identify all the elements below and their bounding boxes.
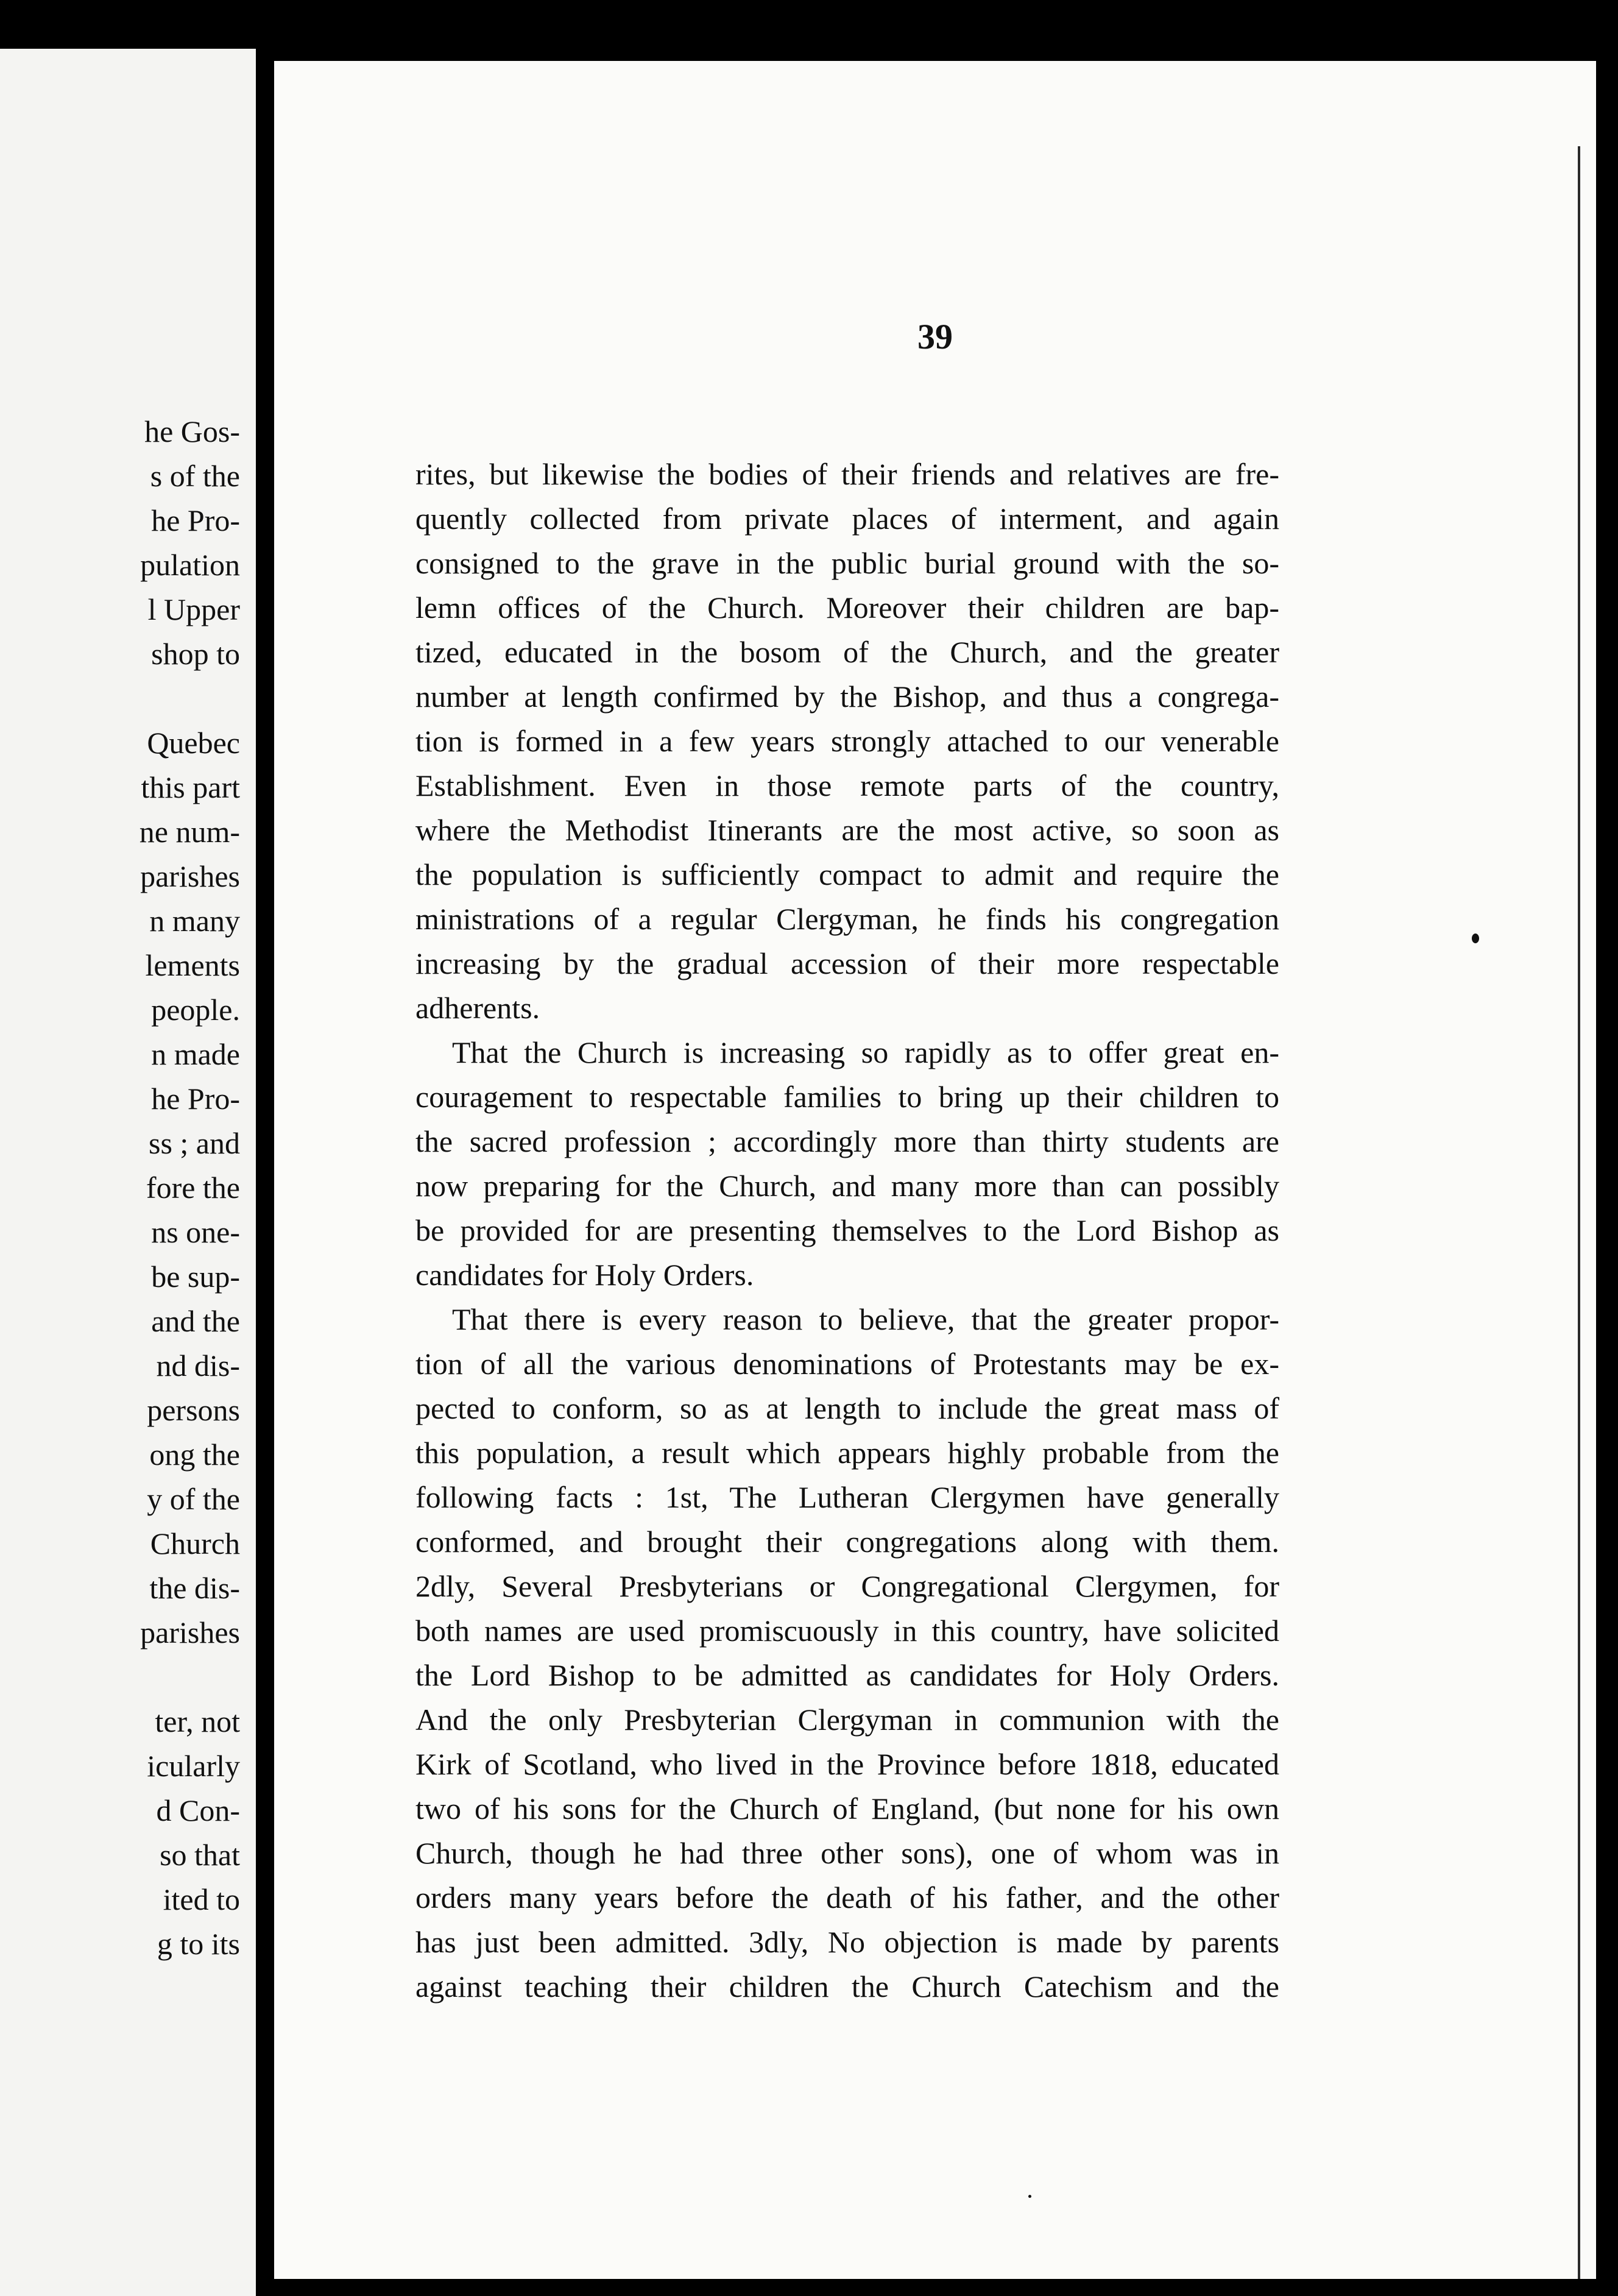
left-line: pulation: [140, 548, 240, 582]
left-line: he Pro-: [151, 1082, 240, 1116]
left-line: icularly: [147, 1749, 240, 1783]
text-line: two of his sons for the Church of England, (but none for his own: [415, 1791, 1279, 1826]
text-line: 2dly, Several Presbyterians or Congregational Clergymen, for: [415, 1569, 1279, 1603]
ink-speck: [1472, 934, 1479, 943]
text-line: orders many years before the death of his father, and the other: [415, 1880, 1279, 1915]
text-line: following facts : 1st, The Lutheran Clergymen have generally: [415, 1480, 1279, 1514]
text-line: increasing by the gradual accession of their more respectable: [415, 946, 1279, 980]
left-line: parishes: [140, 1615, 240, 1649]
left-line: ne num-: [139, 815, 240, 849]
left-line: people.: [151, 993, 240, 1027]
text-line: tion of all the various denominations of Protestants may be ex-: [415, 1347, 1279, 1381]
left-line: n made: [151, 1037, 240, 1071]
text-line: be provided for are presenting themselves to the Lord Bishop as: [415, 1213, 1279, 1247]
left-line: g to its: [157, 1927, 240, 1961]
text-line: candidates for Holy Orders.: [415, 1258, 754, 1292]
left-line: ited to: [163, 1882, 240, 1916]
text-line: Establishment. Even in those remote parts of the country,: [415, 768, 1279, 803]
left-line: this part: [141, 770, 240, 804]
book-gutter: [256, 0, 274, 2296]
left-line: he Pro-: [151, 503, 240, 537]
left-line: ss ; and: [149, 1126, 240, 1160]
text-line: couragement to respectable families to bring up their children to: [415, 1080, 1279, 1114]
text-line: lemn offices of the Church. Moreover their children are bap-: [415, 590, 1279, 625]
text-line: tized, educated in the bosom of the Church, and the greater: [415, 635, 1279, 669]
left-line: [140, 1655, 240, 1699]
text-line: the population is sufficiently compact to admit and require the: [415, 857, 1279, 891]
text-line: And the only Presbyterian Clergyman in communion with the: [415, 1703, 1279, 1737]
text-line: pected to conform, so as at length to include the great mass of: [415, 1391, 1279, 1425]
left-line: [140, 676, 240, 721]
text-line: consigned to the grave in the public burial ground with the so-: [415, 546, 1279, 580]
left-line: shop to: [151, 637, 240, 671]
text-line: this population, a result which appears highly probable from the: [415, 1436, 1279, 1470]
left-line: s of the: [150, 459, 240, 493]
text-line: adherents.: [415, 991, 540, 1025]
ink-speck: [1028, 2195, 1031, 2198]
page-edge: [1578, 146, 1580, 2279]
left-line: parishes: [140, 859, 240, 893]
text-line: That there is every reason to believe, that the greater propor-: [452, 1302, 1279, 1336]
body-text: [415, 452, 1279, 2009]
text-line: conformed, and brought their congregations along with them.: [415, 1525, 1279, 1559]
text-line: both names are used promiscuously in this country, have solicited: [415, 1614, 1279, 1648]
left-line: fore the: [146, 1171, 240, 1205]
text-line: Kirk of Scotland, who lived in the Province before 1818, educated: [415, 1747, 1279, 1781]
page-number: 39: [917, 317, 953, 356]
text-line: Church, though he had three other sons), one of whom was in: [415, 1836, 1279, 1870]
left-line: d Con-: [156, 1793, 240, 1827]
text-line: where the Methodist Itinerants are the most active, so soon as: [415, 813, 1279, 847]
left-line: so that: [160, 1838, 240, 1872]
text-line: against teaching their children the Church Catechism and the: [415, 1969, 1279, 2004]
text-line: ministrations of a regular Clergyman, he finds his congregation: [415, 902, 1279, 936]
left-line: y of the: [147, 1482, 240, 1516]
left-facing-page: [0, 49, 256, 2296]
left-page-text: [140, 409, 240, 1966]
left-line: l Upper: [147, 592, 240, 626]
left-line: he Gos-: [144, 414, 240, 448]
left-line: lements: [145, 948, 240, 982]
text-line: the Lord Bishop to be admitted as candidates for Holy Orders.: [415, 1658, 1279, 1692]
text-line: tion is formed in a few years strongly attached to our venerable: [415, 724, 1279, 758]
right-page: [274, 61, 1596, 2279]
left-line: and the: [151, 1304, 240, 1338]
text-line: has just been admitted. 3dly, No objection is made by parents: [415, 1925, 1279, 1959]
text-line: now preparing for the Church, and many more than can possibly: [415, 1169, 1279, 1203]
left-line: ns one-: [151, 1215, 240, 1249]
text-line: the sacred profession ; accordingly more than thirty students are: [415, 1124, 1279, 1158]
text-line: number at length confirmed by the Bishop, and thus a congrega-: [415, 679, 1279, 714]
text-line: rites, but likewise the bodies of their friends and relatives are fre-: [415, 457, 1279, 491]
left-line: persons: [147, 1393, 240, 1427]
left-line: the dis-: [149, 1571, 240, 1605]
text-line: quently collected from private places of interment, and again: [415, 501, 1279, 536]
left-line: be sup-: [151, 1260, 240, 1294]
left-line: n many: [149, 904, 240, 938]
left-line: nd dis-: [156, 1348, 240, 1383]
left-line: ter, not: [155, 1704, 240, 1738]
left-line: Church: [150, 1526, 240, 1561]
text-line: That the Church is increasing so rapidly as to offer great en-: [452, 1035, 1279, 1069]
left-line: Quebec: [147, 726, 240, 760]
left-line: ong the: [149, 1437, 240, 1472]
